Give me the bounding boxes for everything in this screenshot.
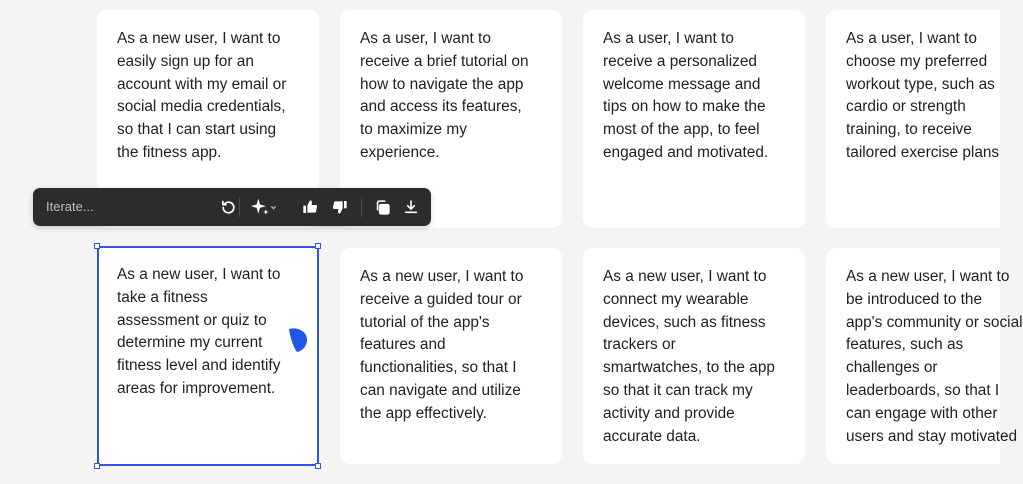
- thumbs-down-button[interactable]: [329, 195, 351, 219]
- story-text: As a new user, I want to take a fitness assessment or quiz to determine my current fitness level and identify areas for improvement.: [117, 266, 281, 397]
- story-card[interactable]: [340, 248, 562, 464]
- story-text: As a new user, I want to receive a guided tour or tutorial of the app's features and functionalities, so that I can navigate and utilize the app effectively.: [360, 268, 524, 422]
- refresh-icon: [220, 199, 237, 216]
- download-button[interactable]: [400, 195, 422, 219]
- story-text: As a new user, I want to easily sign up for an account with my email or social media credentials, so that I can start using the fitness app.: [117, 30, 287, 161]
- story-card[interactable]: [826, 10, 1000, 228]
- ai-options-button[interactable]: [245, 195, 281, 219]
- download-icon: [403, 199, 419, 215]
- sparkle-icon: [250, 197, 270, 217]
- iterate-input[interactable]: Iterate...: [46, 199, 94, 214]
- thumbs-down-icon: [332, 199, 348, 215]
- toolbar-divider: [361, 197, 362, 217]
- resize-handle-bottom-left[interactable]: [94, 463, 100, 469]
- chevron-down-icon: [270, 204, 277, 211]
- resize-handle-top-left[interactable]: [94, 243, 100, 249]
- thumbs-up-icon: [302, 199, 318, 215]
- story-card[interactable]: [583, 248, 805, 464]
- story-text: As a user, I want to receive a personalized welcome message and tips on how to make the most of the app, to feel engaged and motivated.: [603, 30, 769, 161]
- cursor-pointer-icon: [286, 327, 308, 353]
- story-text: As a user, I want to choose my preferred workout type, such as cardio or strength training, to receive tailored exercise plans: [846, 30, 1000, 161]
- story-text: As a user, I want to receive a brief tutorial on how to navigate the app and access its features, to maximize my experience.: [360, 30, 529, 161]
- story-card-selected[interactable]: [97, 246, 319, 466]
- copy-icon: [374, 199, 391, 216]
- iterate-toolbar: [33, 188, 431, 226]
- regenerate-button[interactable]: [217, 195, 239, 219]
- resize-handle-top-right[interactable]: [315, 243, 321, 249]
- resize-handle-bottom-right[interactable]: [315, 463, 321, 469]
- toolbar-divider: [239, 197, 240, 217]
- story-card[interactable]: [583, 10, 805, 228]
- story-card[interactable]: [826, 248, 1023, 464]
- story-text: As a new user, I want to be introduced to the app's community or social features, such as challenges or leaderboards, so that I can engage with other users and stay motivated: [846, 268, 1023, 445]
- thumbs-up-button[interactable]: [299, 195, 321, 219]
- copy-button[interactable]: [371, 195, 393, 219]
- story-text: As a new user, I want to connect my wearable devices, such as fitness trackers or smartwatches, to the app so that it can track my activity and provide accurate data.: [603, 268, 775, 445]
